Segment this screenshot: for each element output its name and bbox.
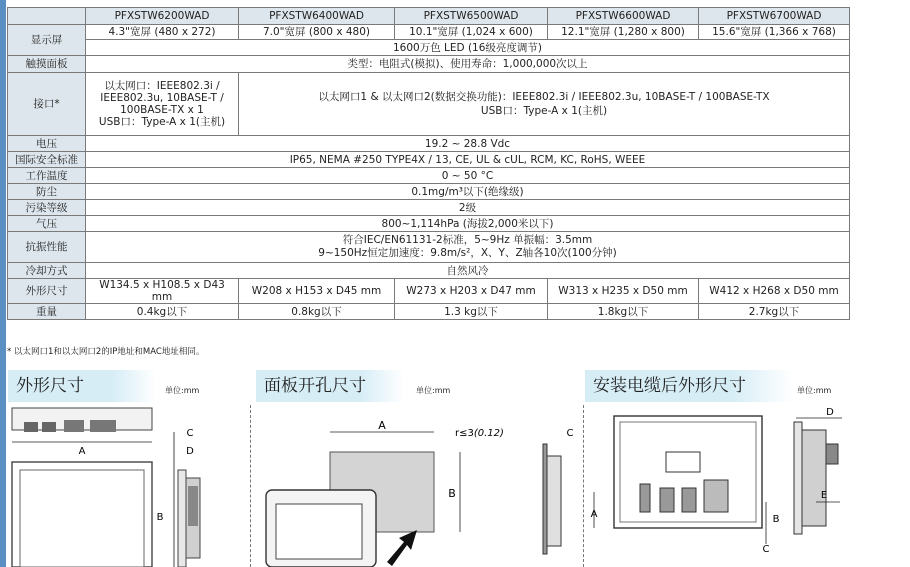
spec-table bbox=[7, 7, 850, 320]
dimension-label-b: B bbox=[772, 514, 780, 525]
pressure-row bbox=[8, 216, 850, 232]
dimension-cell: W313 x H235 x D50 mm bbox=[548, 279, 699, 304]
dimension-label-a: A bbox=[590, 509, 598, 520]
display-size-cell: 15.6"宽屏 (1,366 x 768) bbox=[699, 25, 850, 40]
panel-screen bbox=[276, 504, 362, 559]
section-title-cutout: 面板开孔尺寸 bbox=[256, 370, 404, 402]
side-connector bbox=[188, 486, 198, 526]
dimension-label-d: D bbox=[826, 407, 834, 418]
interface-line: 以太网口：IEEE802.3i / bbox=[104, 80, 220, 92]
model-name: PFXSTW6200WAD bbox=[86, 8, 239, 25]
display-size-row bbox=[8, 25, 850, 40]
vibration-row bbox=[8, 232, 850, 263]
dimension-label-c: C bbox=[186, 428, 194, 439]
side-cable bbox=[826, 444, 838, 464]
section-title-cabled: 安装电缆后外形尺寸 bbox=[585, 370, 793, 402]
row-label-standards: 国际安全标准 bbox=[8, 152, 86, 168]
unit-label: 单位:mm bbox=[797, 386, 832, 395]
row-label-vibration: 抗振性能 bbox=[8, 232, 86, 263]
display-size-cell: 7.0"宽屏 (800 x 480) bbox=[239, 25, 395, 40]
display-color-row bbox=[8, 40, 850, 56]
corner-cell bbox=[8, 8, 86, 25]
insert-arrow-icon bbox=[387, 530, 417, 566]
row-label-touch: 触摸面板 bbox=[8, 56, 86, 73]
dust-row bbox=[8, 184, 850, 200]
cable-connector bbox=[640, 484, 650, 512]
section-title-outline: 外形尺寸 bbox=[8, 370, 156, 402]
model-name: PFXSTW6500WAD bbox=[395, 8, 548, 25]
dimension-label-a: A bbox=[378, 419, 386, 432]
cabled-drawing bbox=[584, 404, 854, 567]
interface-line: 以太网口1 & 以太网口2(数据交换功能)：IEEE802.3i / IEEE802.3u, 10BASE-T / 100BASE-TX bbox=[318, 91, 770, 103]
row-label-weight: 重量 bbox=[8, 304, 86, 320]
model-name: PFXSTW6700WAD bbox=[699, 8, 850, 25]
standards-row bbox=[8, 152, 850, 168]
row-label-dimensions: 外形尺寸 bbox=[8, 279, 86, 304]
dimension-cell: W412 x H268 x D50 mm bbox=[699, 279, 850, 304]
vibration-line: 9~150Hz恒定加速度：9.8m/s²，X、Y、Z轴各10次(100分钟) bbox=[318, 247, 617, 259]
dimension-cell: W134.5 x H108.5 x D43 mm bbox=[86, 279, 239, 304]
connector bbox=[90, 420, 116, 432]
cable-connector bbox=[682, 488, 696, 512]
side-view-bezel bbox=[178, 470, 186, 567]
weight-cell: 0.4kg以下 bbox=[86, 304, 239, 320]
dimensions-row bbox=[8, 279, 850, 304]
front-view-screen bbox=[20, 470, 144, 567]
display-color-cell: 1600万色 LED (16级亮度调节) bbox=[86, 40, 850, 56]
display-size-cell: 4.3"宽屏 (480 x 272) bbox=[86, 25, 239, 40]
unit-label: 单位:mm bbox=[165, 386, 200, 395]
model-name: PFXSTW6400WAD bbox=[239, 8, 395, 25]
unit-label: 单位:mm bbox=[416, 386, 451, 395]
connector bbox=[42, 422, 56, 432]
interface-cell-others bbox=[239, 73, 850, 136]
interface-cell-model1 bbox=[86, 73, 239, 136]
row-label-temp: 工作温度 bbox=[8, 168, 86, 184]
interface-row bbox=[8, 73, 850, 136]
panel-side-body bbox=[547, 456, 561, 546]
vibration-line: 符合IEC/EN61131-2标准，5~9Hz 单振幅：3.5mm bbox=[342, 234, 593, 246]
weight-cell: 1.8kg以下 bbox=[548, 304, 699, 320]
interface-line: USB口：Type-A x 1(主机) bbox=[480, 105, 608, 117]
row-label-cooling: 冷却方式 bbox=[8, 263, 86, 279]
cutout-drawing bbox=[252, 404, 582, 567]
row-label-pressure: 气压 bbox=[8, 216, 86, 232]
dimension-label-b: B bbox=[156, 512, 164, 523]
dimension-label-e: E bbox=[820, 490, 828, 501]
interface-line: IEEE802.3u, 10BASE-T / bbox=[100, 92, 224, 104]
touch-value: 类型：电阻式(模拟)、使用寿命：1,000,000次以上 bbox=[86, 56, 850, 73]
weight-row bbox=[8, 304, 850, 320]
row-label-display: 显示屏 bbox=[8, 25, 86, 56]
outline-drawing bbox=[6, 404, 246, 567]
cooling-value: 自然风冷 bbox=[86, 263, 850, 279]
vibration-value bbox=[86, 232, 850, 263]
pollution-value: 2级 bbox=[86, 200, 850, 216]
dimension-label-d: D bbox=[186, 446, 194, 457]
interface-line: 100BASE-TX x 1 bbox=[120, 104, 204, 116]
display-size-cell: 10.1"宽屏 (1,024 x 600) bbox=[395, 25, 548, 40]
panel-side-edge bbox=[543, 444, 547, 554]
dimension-label-a: A bbox=[78, 446, 86, 457]
row-label-dust: 防尘 bbox=[8, 184, 86, 200]
dimension-label-c: C bbox=[762, 544, 770, 555]
touch-row bbox=[8, 56, 850, 73]
dimension-label-c: C bbox=[566, 428, 574, 439]
cable-connector bbox=[660, 488, 674, 512]
radius-label: r≤3(0.12) bbox=[455, 428, 504, 439]
cooling-row bbox=[8, 263, 850, 279]
dimension-cell: W208 x H153 x D45 mm bbox=[239, 279, 395, 304]
connector bbox=[64, 420, 84, 432]
temp-row bbox=[8, 168, 850, 184]
rear-label-plate bbox=[666, 452, 700, 472]
weight-cell: 1.3 kg以下 bbox=[395, 304, 548, 320]
dimension-label-b: B bbox=[448, 487, 456, 500]
row-label-pollution: 污染等级 bbox=[8, 200, 86, 216]
weight-cell: 0.8kg以下 bbox=[239, 304, 395, 320]
model-name: PFXSTW6600WAD bbox=[548, 8, 699, 25]
standards-value: IP65, NEMA #250 TYPE4X / 13, CE, UL & cUL, RCM, KC, RoHS, WEEE bbox=[86, 152, 850, 168]
side-view-bezel bbox=[794, 422, 802, 534]
weight-cell: 2.7kg以下 bbox=[699, 304, 850, 320]
side-view-body bbox=[802, 430, 826, 526]
model-header-row bbox=[8, 8, 850, 25]
temp-value: 0 ~ 50 °C bbox=[86, 168, 850, 184]
connector bbox=[24, 422, 38, 432]
voltage-value: 19.2 ~ 28.8 Vdc bbox=[86, 136, 850, 152]
interface-line: USB口：Type-A x 1(主机) bbox=[98, 116, 226, 128]
pollution-row bbox=[8, 200, 850, 216]
footnote: * 以太网口1和以太网口2的IP地址和MAC地址相同。 bbox=[7, 347, 205, 357]
row-label-voltage: 电压 bbox=[8, 136, 86, 152]
cable-connector bbox=[704, 480, 728, 512]
pressure-value: 800~1,114hPa (海拔2,000米以下) bbox=[86, 216, 850, 232]
dimension-cell: W273 x H203 x D47 mm bbox=[395, 279, 548, 304]
dust-value: 0.1mg/m³以下(绝缘级) bbox=[86, 184, 850, 200]
row-label-interface: 接口* bbox=[8, 73, 86, 136]
voltage-row bbox=[8, 136, 850, 152]
display-size-cell: 12.1"宽屏 (1,280 x 800) bbox=[548, 25, 699, 40]
